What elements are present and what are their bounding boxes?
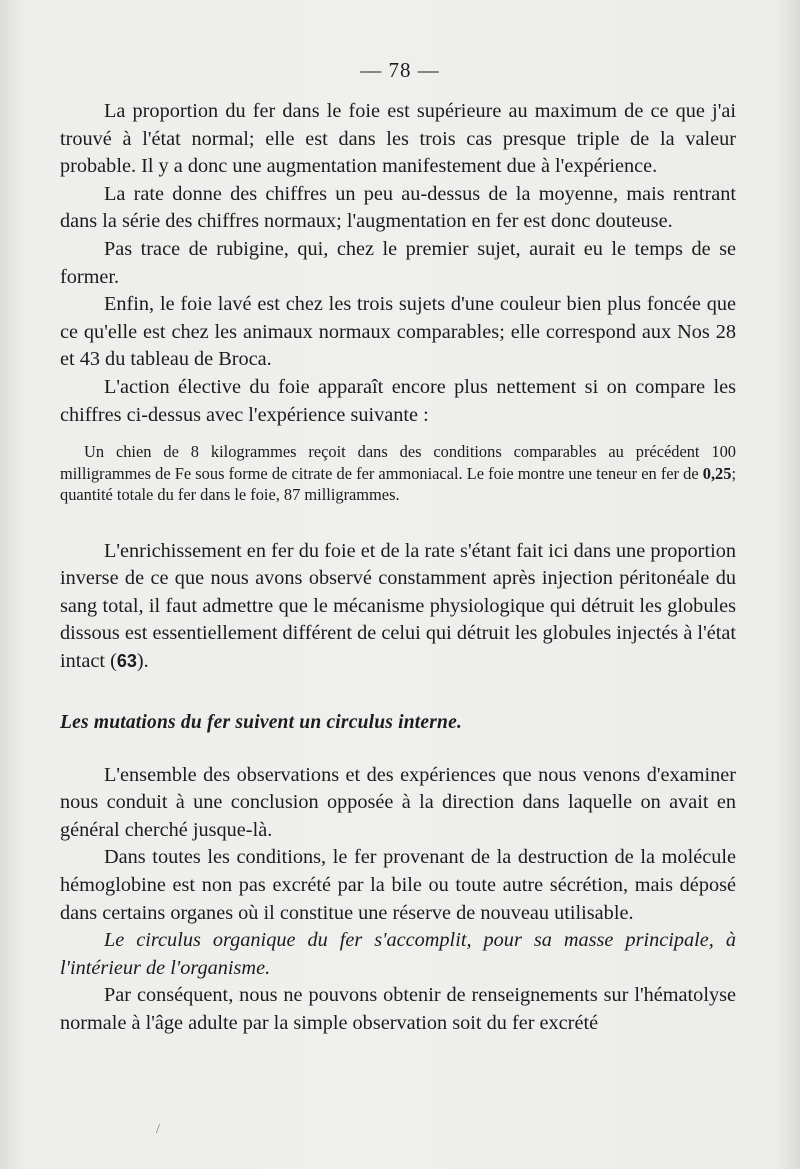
- conclusion-end: ).: [136, 650, 149, 672]
- paragraph-liver-color: Enfin, le foie lavé est chez les trois sujets d'une couleur bien plus foncée que ce qu'elle est chez les animaux normaux comparables; elle correspond aux Nos 28 et 43 du tableau de Broca.: [60, 293, 736, 371]
- stray-mark: /: [156, 1122, 160, 1137]
- paragraph-spleen: La rate donne des chiffres un peu au-dessus de la moyenne, mais rentrant dans la série des chiffres normaux; l'augmentation en fer est donc douteuse.: [60, 182, 736, 233]
- page-number: — 78 —: [360, 58, 440, 82]
- paragraph-liver-iron: La proportion du fer dans le foie est supérieure au maximum de ce que j'ai trouvé à l'état normal; elle est dans les trois cas presque triple de la valeur probable. Il y a donc une augmentation manifestement due à l'expérience.: [60, 100, 736, 178]
- section-heading: Les mutations du fer suivent un circulus interne.: [60, 711, 463, 733]
- paragraph-conditions: Dans toutes les conditions, le fer provenant de la destruction de la molécule hémoglobine est non pas excrété par la bile ou toute autre sécrétion, mais déposé dans certains organes où il constitue une réserve de nouveau utilisable.: [60, 846, 736, 924]
- note-text-end: ; quantité totale du fer dans le foie, 87 milligrammes.: [60, 463, 736, 505]
- paragraph-circulus-statement: Le circulus organique du fer s'accomplit, pour sa masse principale, à l'intérieur de l'organisme.: [60, 929, 736, 979]
- paragraph-rubigine: Pas trace de rubigine, qui, chez le premier sujet, aurait eu le temps de se former.: [60, 237, 736, 288]
- paragraph-ensemble: L'ensemble des observations et des expériences que nous venons d'examiner nous conduit à une conclusion opposée à la direction dans laquelle on avait en général cherché jusque-là.: [60, 763, 736, 841]
- section-body: [60, 762, 736, 1038]
- note-text-start: Un chien de 8 kilogrammes reçoit dans des conditions comparables au précédent 100 milligrammes de Fe sous forme de citrate de fer ammoniacal. Le foie montre une teneur en fer de: [60, 442, 736, 483]
- paragraph-elective-action: L'action élective du foie apparaît encore plus nettement si on compare les chiffres ci-dessus avec l'expérience suivante :: [60, 375, 736, 426]
- conclusion-text: L'enrichissement en fer du foie et de la rate s'étant fait ici dans une proportion inverse de ce que nous avons observé constamment après injection péritonéale du sang total, il faut admettre que le mécanisme physiologique qui détruit les globules dissous est essentiellement différent de celui qui détruit les globules injectés à l'état intact (: [60, 539, 736, 672]
- note-iron-value: 0,25: [702, 463, 732, 483]
- body-text: [60, 98, 736, 1038]
- paragraph-consequence: Par conséquent, nous ne pouvons obtenir de renseignements sur l'hématolyse normale à l'âge adulte par la simple observation soit du fer excrété: [60, 984, 736, 1034]
- experiment-note: [60, 441, 736, 506]
- reference-number: 63: [116, 651, 137, 671]
- paragraph-conclusion: [60, 538, 736, 676]
